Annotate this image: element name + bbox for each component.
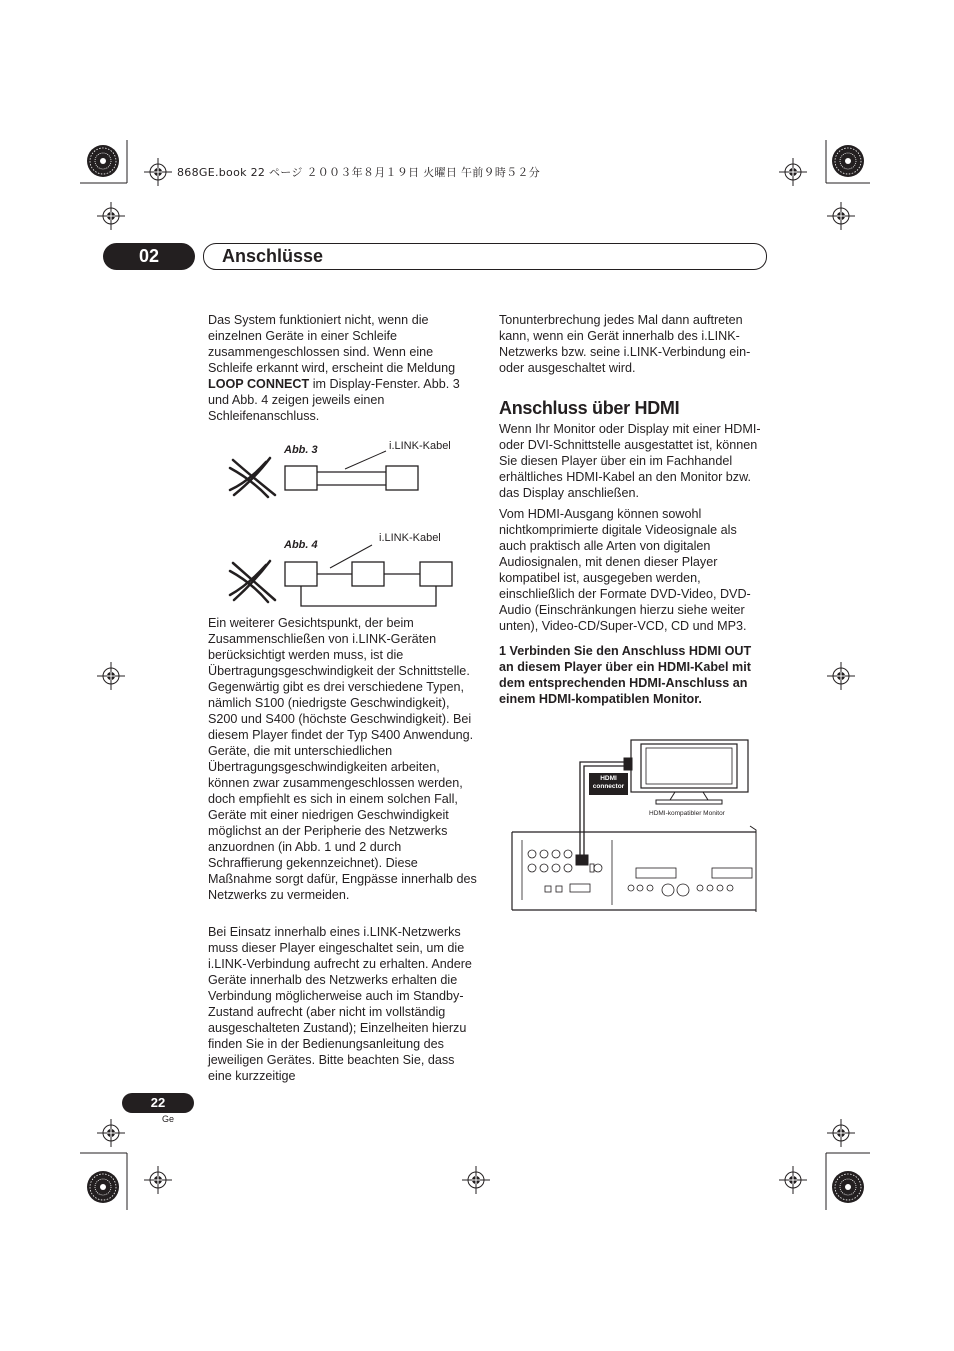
paragraph-standby: Bei Einsatz innerhalb eines i.LINK-Netzwerks muss dieser Player eingeschaltet sein, um die i.LINK-Verbindung aufrecht zu erhalten. Andere Geräte innerhalb des Netzwerks erhalten die Verbindung möglicherweise auch im Standby-Zustand aufrecht (aber nicht im vollständig ausgeschalteten Zustand); Einzelheiten hierzu finden Sie in der Bedienungsanleitung des jeweiligen Gerätes. Bitte beachten Sie, dass eine kurzzeitige bbox=[208, 925, 472, 1083]
figure-3-label: Abb. 3 bbox=[284, 444, 318, 456]
star-mark-icon bbox=[87, 1171, 119, 1203]
step-1-instruction: 1 Verbinden Sie den Anschluss HDMI OUT an diesem Player über ein HDMI-Kabel mit dem entsprechenden HDMI-Anschluss an einem HDMI-kompatiblen Monitor. bbox=[499, 644, 752, 706]
star-mark-icon bbox=[832, 1171, 864, 1203]
figure-4-cable-label: i.LINK-Kabel bbox=[379, 532, 441, 544]
cross-out-icon bbox=[230, 458, 275, 497]
hdmi-connector-label: HDMI connector bbox=[592, 775, 625, 790]
cross-out-icon bbox=[230, 561, 275, 602]
chapter-number-badge: 02 bbox=[103, 243, 195, 270]
monitor-label: HDMI-kompatibler Monitor bbox=[649, 810, 725, 817]
paragraph-loop: Das System funktioniert nicht, wenn die einzelnen Geräte in einer Schleife zusammengeschlossen sind. Wenn eine Schleife erkannt wird, erscheint die Meldung LOOP CONNECT im Display-Fenster. Abb. 3 und Abb. 4 zeigen jeweils einen Schleifenanschluss. bbox=[208, 313, 460, 423]
paragraph-hdmi-intro: Wenn Ihr Monitor oder Display mit einer HDMI- oder DVI-Schnittstelle ausgestattet ist, können Sie diesen Player über ein im Fachhandel erhältliches HDMI-Kabel an den Monitor bzw. das Display anschließen. bbox=[499, 422, 761, 500]
figure-3-diagram bbox=[230, 451, 418, 497]
paragraph-interruption: Tonunterbrechung jedes Mal dann auftreten kann, wenn ein Gerät innerhalb des i.LINK-Netzwerks bzw. seine i.LINK-Verbindung ein- oder ausgeschaltet wird. bbox=[499, 313, 751, 375]
figure-4-diagram bbox=[230, 545, 452, 606]
language-code: Ge bbox=[162, 1114, 175, 1124]
paragraph-hdmi-signals: Vom HDMI-Ausgang können sowohl nichtkomprimierte digitale Videosignale als auch praktisch alle Arten von digitalen Audiosignalen, mit denen dieser Player kompatibel ist, ausgegeben werden, einschließlich der Formate DVD-Video, DVD-Audio (Einschränkungen hierzu siehe weiter unten), Video-CD/Super-VCD, CD und MP3. bbox=[499, 507, 751, 633]
section-heading: Anschluss über HDMI bbox=[499, 398, 680, 418]
figure-3-cable-label: i.LINK-Kabel bbox=[389, 440, 451, 452]
star-mark-icon bbox=[832, 145, 864, 177]
chapter-title: Anschlüsse bbox=[222, 246, 324, 266]
print-slug: 868GE.book 22 ページ ２００３年８月１９日 火曜日 午前９時５２分 bbox=[177, 166, 541, 179]
monitor-icon bbox=[631, 740, 748, 804]
figure-4-label: Abb. 4 bbox=[284, 539, 318, 551]
hdmi-connection-diagram bbox=[512, 740, 756, 912]
paragraph-speed: Ein weiterer Gesichtspunkt, der beim Zusammenschließen von i.LINK-Geräten berücksichtigt werden muss, ist die Übertragungsgeschwindigkeit der Schnittstelle. Gegenwärtig gibt es drei verschiedene Typen, nämlich S100 (niedrigste Geschwindigkeit), S200 und S400 (höchste Geschwindigkeit). Bei diesem Player findet der Typ S400 Anwendung. Geräte, die mit unterschiedlichen Übertragungsgeschwindigkeiten arbeiten, können zwar zusammengeschlossen werden, doch empfiehlt es sich in einem solchen Fall, Geräte mit einer niedrigen Geschwindigkeit möglichst an der Peripherie des Netzwerks anzuordnen (in Abb. 1 und 2 durch Schraffierung gekennzeichnet). Diese Maßnahme sorgt dafür, Engpässe innerhalb des Netzwerks zu vermeiden. bbox=[208, 616, 477, 902]
page-number: 22 bbox=[122, 1093, 194, 1113]
star-mark-icon bbox=[87, 145, 119, 177]
player-back-panel-icon bbox=[512, 826, 756, 912]
